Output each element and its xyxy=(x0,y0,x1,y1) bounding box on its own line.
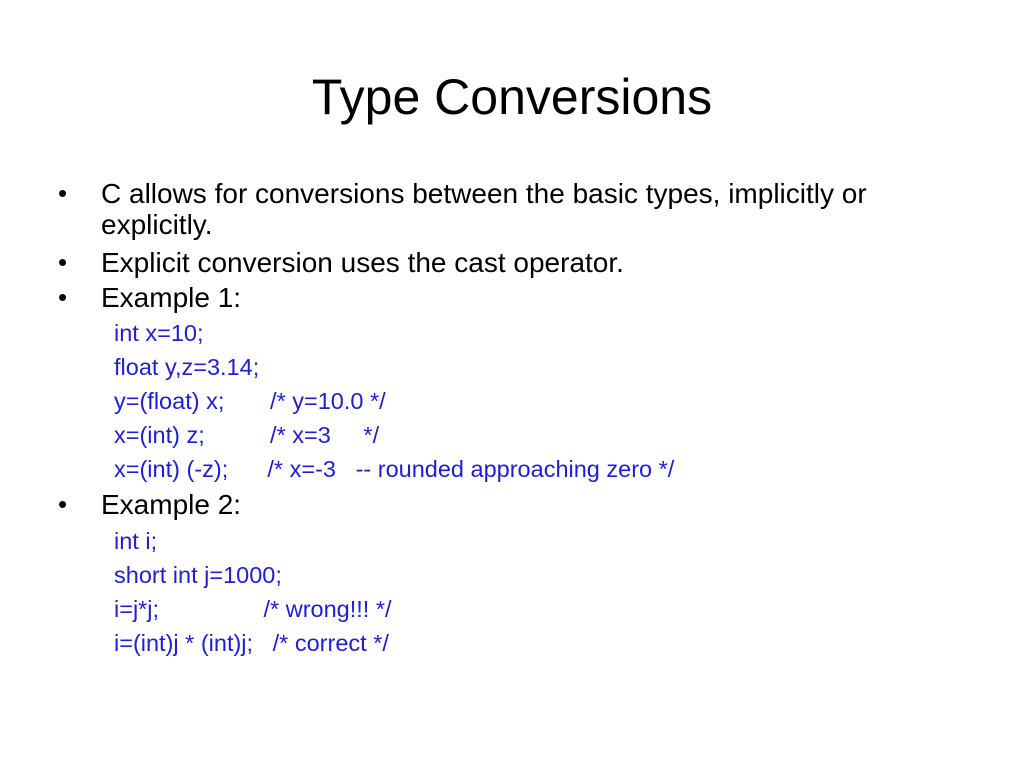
bullet-list xyxy=(58,178,978,660)
bullet-item xyxy=(58,178,978,240)
bullet-text: Explicit conversion uses the cast operator. xyxy=(101,247,624,278)
code-line: int x=10; xyxy=(114,320,204,346)
code-line: int i; xyxy=(114,528,158,554)
code-line: x=(int) z; /* x=3 */ xyxy=(114,422,380,448)
code-line: x=(int) (-z); /* x=-3 -- rounded approaching zero */ xyxy=(114,456,675,482)
code-line: short int j=1000; xyxy=(114,562,282,588)
bullet-text: Example 2: xyxy=(101,489,242,520)
bullet-text: Example 1: xyxy=(101,282,242,313)
bullet-dot-icon: • xyxy=(58,282,68,312)
slide-title: Type Conversions xyxy=(311,69,713,125)
bullet-item xyxy=(58,247,978,278)
bullet-dot-icon: • xyxy=(58,178,68,208)
code-line: float y,z=3.14; xyxy=(114,354,260,380)
bullet-dot-icon: • xyxy=(58,247,68,277)
bullet-text: C allows for conversions between the basic types, implicitly or explicitly. xyxy=(101,178,867,240)
bullet-item xyxy=(58,282,978,313)
example2-code-block xyxy=(58,524,978,660)
example1-code-block xyxy=(58,316,978,486)
bullet-item xyxy=(58,489,978,520)
bullet-dot-icon: • xyxy=(58,489,68,519)
code-line: i=(int)j * (int)j; /* correct */ xyxy=(114,630,389,656)
code-line: y=(float) x; /* y=10.0 */ xyxy=(114,388,386,414)
code-line: i=j*j; /* wrong!!! */ xyxy=(114,596,392,622)
